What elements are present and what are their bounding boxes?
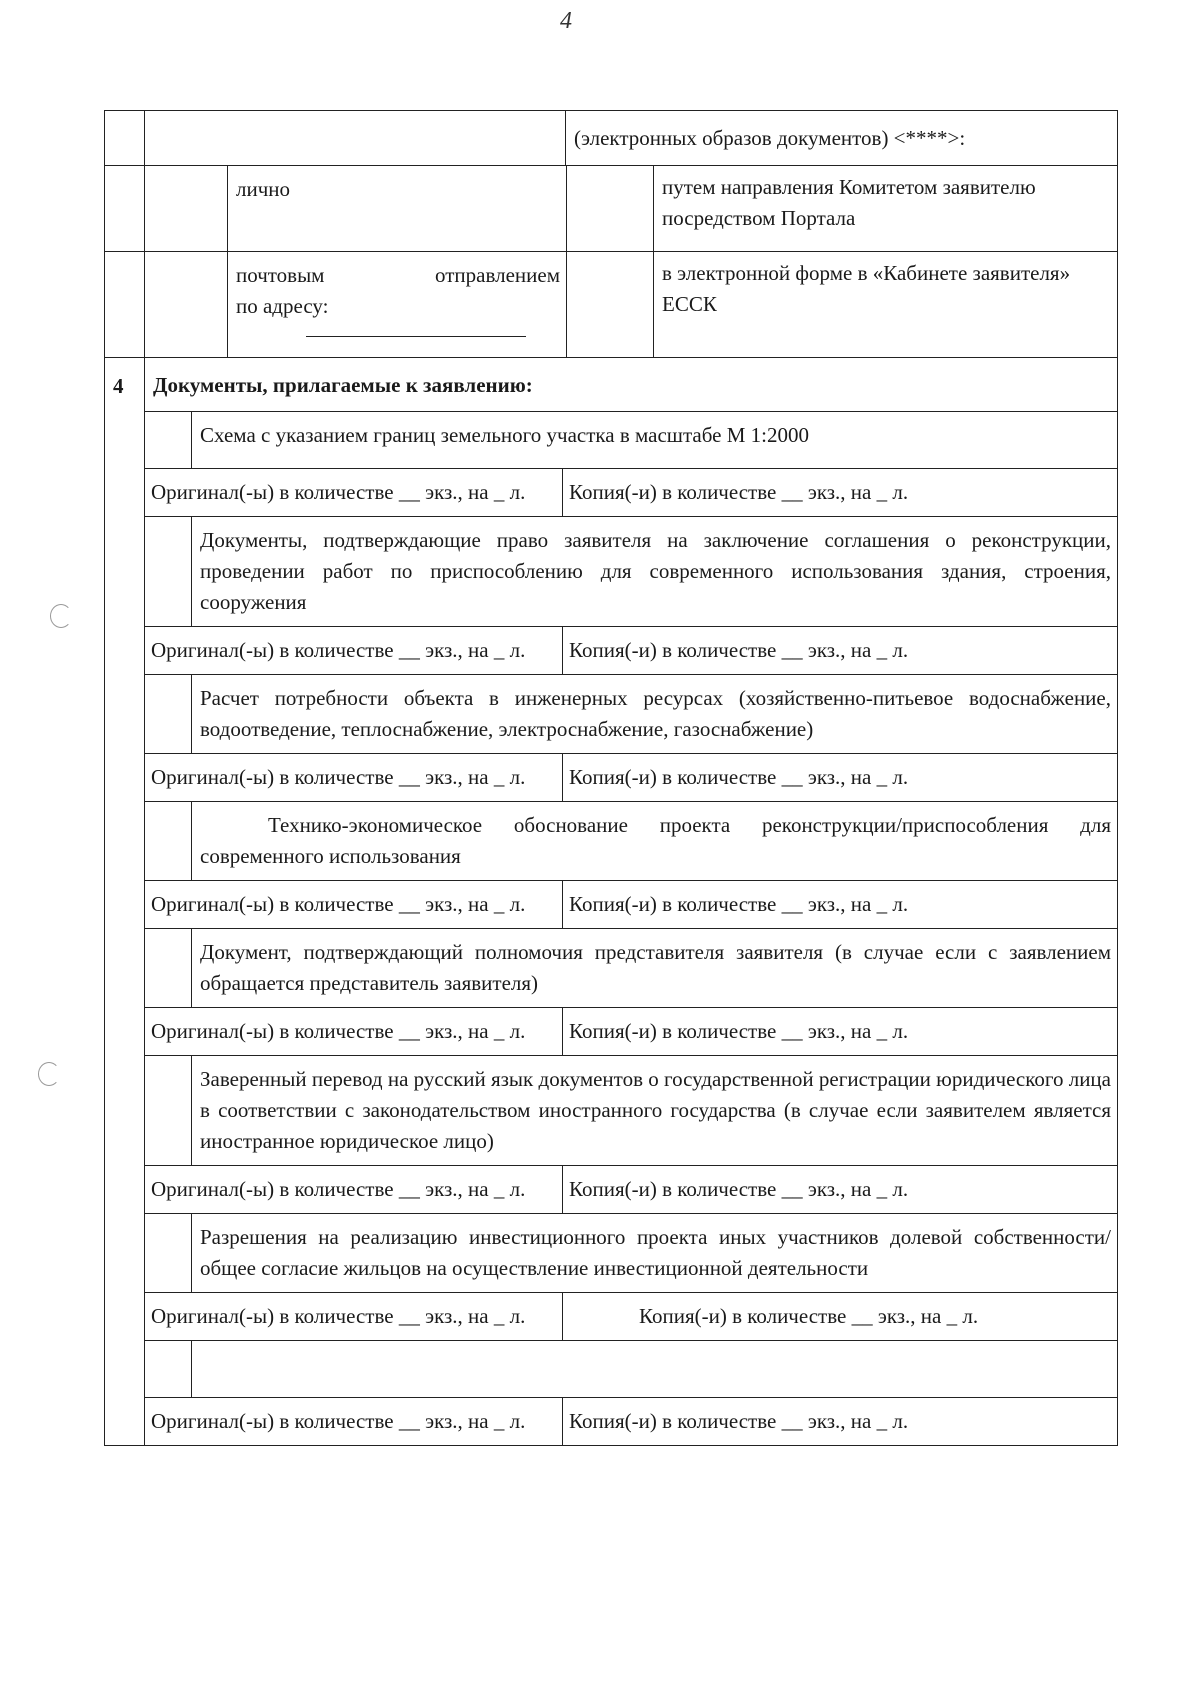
copy-count-field: Копия(-и) в количестве __ экз., на _ л. <box>569 892 909 916</box>
option-mail-line2: по адресу: <box>236 294 329 318</box>
row-number-cell <box>105 166 145 251</box>
section-4 <box>104 358 1118 1446</box>
original-count-field: Оригинал(-ы) в количестве __ экз., на _ л. <box>145 881 563 928</box>
copy-count-field: Копия(-и) в количестве __ экз., на _ л. <box>569 638 909 662</box>
document-checkbox[interactable] <box>145 412 192 468</box>
document-item: Технико-экономическое обоснование проекта реконструкции/приспособления для современного использования <box>200 813 1111 868</box>
copy-count-field: Копия(-и) в количестве __ экз., на _ л. <box>639 1304 979 1328</box>
cabinet-checkbox[interactable] <box>567 252 654 357</box>
original-count-field: Оригинал(-ы) в количестве __ экз., на _ л. <box>145 1008 563 1055</box>
punch-hole-mark <box>50 604 72 628</box>
option-portal: путем направления Комитетом заявителю посредством Портала <box>662 175 1036 230</box>
original-count-field: Оригинал(-ы) в количестве __ экз., на _ л. <box>145 627 563 674</box>
delivery-header-row <box>104 110 1118 166</box>
row-number-cell <box>105 252 145 357</box>
personal-checkbox[interactable] <box>145 166 228 251</box>
delivery-header: (электронных образов документов) <****>: <box>574 126 966 150</box>
delivery-row-2 <box>104 252 1118 358</box>
copy-count-field: Копия(-и) в количестве __ экз., на _ л. <box>569 480 909 504</box>
option-mail-line1: почтовым отправлением <box>236 263 560 287</box>
row-number-cell <box>105 111 145 165</box>
copy-count-field: Копия(-и) в количестве __ экз., на _ л. <box>569 1177 909 1201</box>
document-checkbox[interactable] <box>145 1341 192 1397</box>
document-item: Расчет потребности объекта в инженерных ресурсах (хозяйственно-питьевое водоснабжение, водоотведение, теплоснабжение, электроснабжение, газоснабжение) <box>200 686 1111 741</box>
document-checkbox[interactable] <box>145 1056 192 1165</box>
address-input-line[interactable] <box>306 332 526 337</box>
original-count-field: Оригинал(-ы) в количестве __ экз., на _ л. <box>145 1166 563 1213</box>
portal-checkbox[interactable] <box>567 166 654 251</box>
section-title: Документы, прилагаемые к заявлению: <box>153 373 533 397</box>
empty-cell <box>145 111 566 165</box>
copy-count-field: Копия(-и) в количестве __ экз., на _ л. <box>569 1409 909 1433</box>
option-cabinet: в электронной форме в «Кабинете заявителя» ЕССК <box>662 261 1071 316</box>
original-count-field: Оригинал(-ы) в количестве __ экз., на _ л. <box>145 469 563 516</box>
section-number: 4 <box>105 358 145 1445</box>
document-item: Документы, подтверждающие право заявителя на заключение соглашения о реконструкции, проведении работ по приспособлению для современного использования здания, строения, сооружения <box>200 528 1111 614</box>
option-personal: лично <box>228 166 567 251</box>
delivery-row-1 <box>104 166 1118 252</box>
page-number: 4 <box>560 8 572 34</box>
punch-hole-mark <box>38 1062 60 1086</box>
document-checkbox[interactable] <box>145 675 192 753</box>
option-mail <box>228 252 567 357</box>
application-form-table <box>104 110 1118 1446</box>
document-checkbox[interactable] <box>145 929 192 1007</box>
document-item-blank[interactable] <box>192 1341 1117 1397</box>
original-count-field: Оригинал(-ы) в количестве __ экз., на _ л. <box>145 1293 563 1340</box>
mail-checkbox[interactable] <box>145 252 228 357</box>
document-item: Разрешения на реализацию инвестиционного проекта иных участников долевой собственности/ общее согласие жильцов на осуществление инвестиционной деятельности <box>200 1225 1111 1280</box>
original-count-field: Оригинал(-ы) в количестве __ экз., на _ л. <box>145 754 563 801</box>
copy-count-field: Копия(-и) в количестве __ экз., на _ л. <box>569 1019 909 1043</box>
document-item: Заверенный перевод на русский язык документов о государственной регистрации юридического лица в соответствии с законодательством иностранного государства (в случае если заявителем является иностранное юридическое лицо) <box>200 1067 1111 1153</box>
copy-count-field: Копия(-и) в количестве __ экз., на _ л. <box>569 765 909 789</box>
document-item: Документ, подтверждающий полномочия представителя заявителя (в случае если с заявлением обращается представитель заявителя) <box>200 940 1111 995</box>
document-item: Схема с указанием границ земельного участка в масштабе М 1:2000 <box>200 423 809 447</box>
document-checkbox[interactable] <box>145 517 192 626</box>
original-count-field: Оригинал(-ы) в количестве __ экз., на _ л. <box>145 1398 563 1445</box>
document-checkbox[interactable] <box>145 802 192 880</box>
document-checkbox[interactable] <box>145 1214 192 1292</box>
